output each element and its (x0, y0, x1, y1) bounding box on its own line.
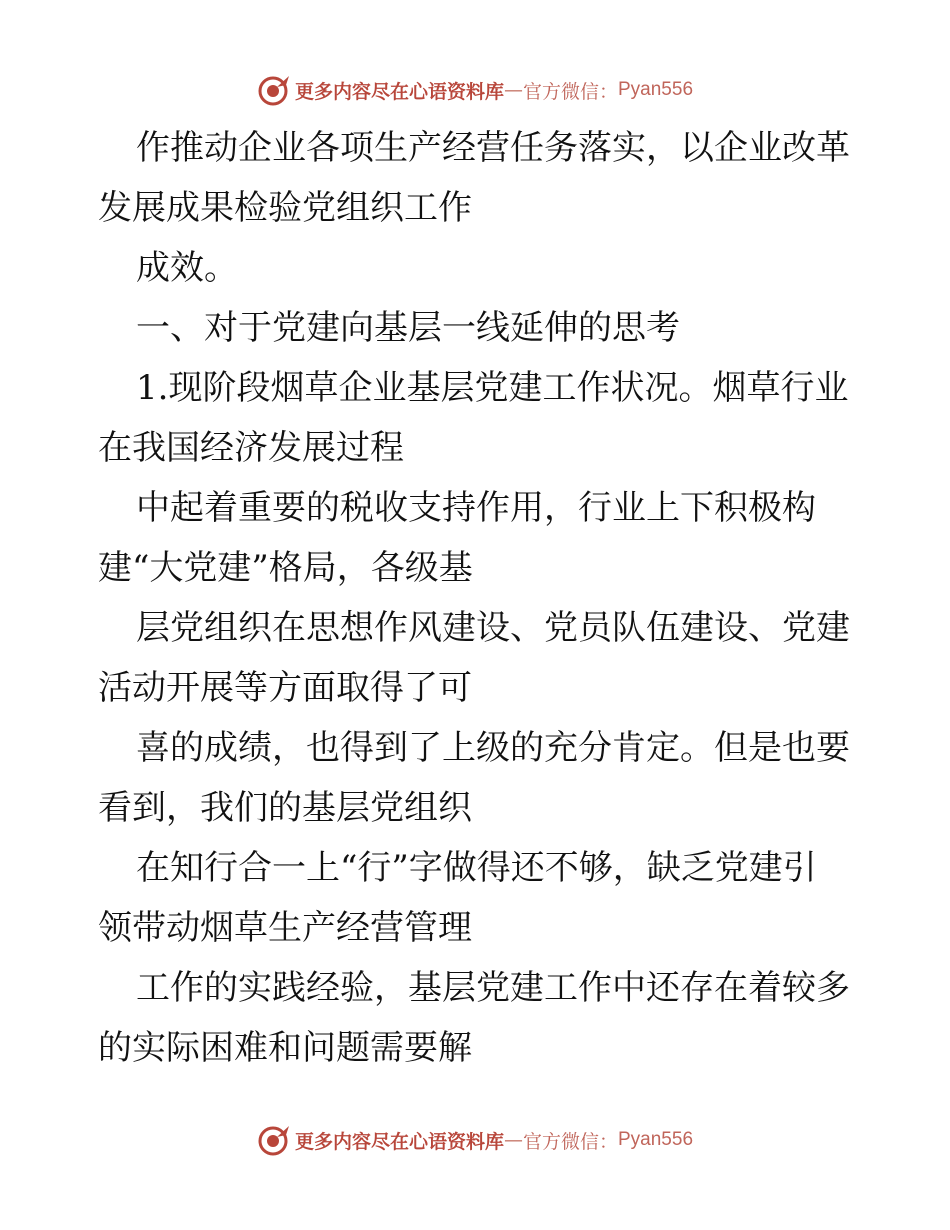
banner-wechat-label: 官方微信： (522, 80, 618, 103)
text-line: 中起着重要的税收支持作用，行业上下积极构 (136, 488, 816, 528)
text-line: 在知行合一上“行”字做得还不够，缺乏党建引 (136, 848, 817, 888)
text-line: 层党组织在思想作风建设、党员队伍建设、党建 (136, 608, 850, 648)
section-heading: 一、对于党建向基层一线延伸的思考 (136, 308, 680, 348)
banner-site-name: 更多内容尽在心语资料库 (294, 1130, 504, 1153)
text-line: 喜的成绩，也得到了上级的充分肯定。但是也要 (136, 728, 850, 768)
text-line: 成效。 (136, 248, 238, 288)
text-line: 建“大党建”格局，各级基 (98, 548, 473, 588)
text-line: 领带动烟草生产经营管理 (98, 908, 472, 948)
banner-wechat-label: 官方微信： (522, 1130, 618, 1153)
banner-dash: — (503, 79, 523, 101)
text-line: 的实际困难和问题需要解 (98, 1028, 472, 1068)
header-watermark-banner (0, 70, 950, 110)
document-body (98, 118, 858, 1078)
banner-wechat-id: Pyan556 (618, 1129, 694, 1150)
pen-logo-icon (257, 73, 291, 107)
text-line: 在我国经济发展过程 (98, 428, 404, 468)
banner-dash: — (503, 1129, 523, 1151)
text-line: 看到，我们的基层党组织 (98, 788, 472, 828)
text-line: 作推动企业各项生产经营任务落实，以企业改革 (136, 128, 850, 168)
text-line: 工作的实践经验，基层党建工作中还存在着较多 (136, 968, 850, 1008)
banner-site-name: 更多内容尽在心语资料库 (294, 80, 504, 103)
text-line: 活动开展等方面取得了可 (98, 668, 472, 708)
pen-logo-icon (257, 1123, 291, 1157)
footer-watermark-banner (0, 1120, 950, 1160)
text-line: 发展成果检验党组织工作 (98, 188, 472, 228)
text-line: 1.现阶段烟草企业基层党建工作状况。烟草行业 (136, 368, 849, 408)
banner-wechat-id: Pyan556 (618, 79, 694, 100)
